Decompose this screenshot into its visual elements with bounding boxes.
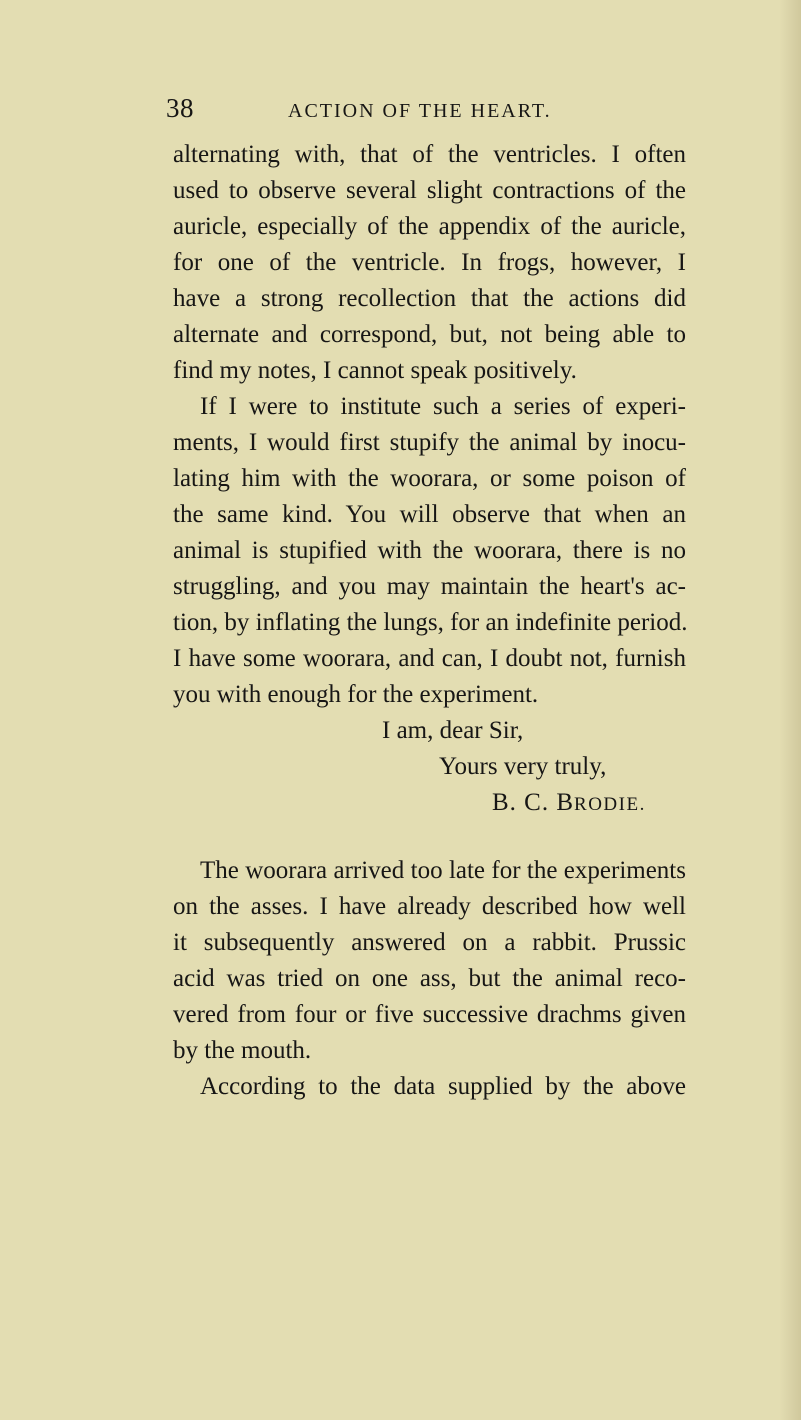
letter-valediction: Yours very truly,: [439, 753, 607, 780]
page-edge-shadow: [779, 0, 801, 1420]
text-line: have a strong recollection that the actions did: [173, 285, 686, 312]
text-line: vered from four or five successive drachms given: [173, 1001, 686, 1028]
text-line: The woorara arrived too late for the experiments: [200, 857, 686, 884]
text-line: find my notes, I cannot speak positively.: [173, 357, 577, 384]
text-line: According to the data supplied by the above: [200, 1073, 686, 1100]
letter-signature: [492, 788, 646, 820]
text-line: for one of the ventricle. In frogs, however, I: [173, 249, 686, 276]
text-line: by the mouth.: [173, 1037, 312, 1064]
text-line: tion, by inflating the lungs, for an indefinite period.: [173, 609, 688, 636]
signature-surname: RODIE.: [574, 794, 646, 815]
text-line: struggling, and you may maintain the heart's ac-: [173, 573, 686, 600]
text-line: alternate and correspond, but, not being able to: [173, 321, 686, 348]
text-line: used to observe several slight contractions of the: [173, 177, 686, 204]
text-line: acid was tried on one ass, but the animal reco-: [173, 965, 686, 992]
text-line: alternating with, that of the ventricles. I often: [173, 141, 686, 168]
text-line: on the asses. I have already described how well: [173, 893, 686, 920]
letter-closing: I am, dear Sir,: [382, 717, 524, 744]
text-line: animal is stupified with the woorara, there is no: [173, 537, 686, 564]
text-line: it subsequently answered on a rabbit. Prussic: [173, 929, 686, 956]
signature-initials: B. C. B: [492, 789, 575, 816]
text-line: I have some woorara, and can, I doubt not, furnish: [173, 645, 686, 672]
text-line: ments, I would first stupify the animal by inocu-: [173, 429, 686, 456]
page-number: 38: [166, 93, 194, 123]
text-line: auricle, especially of the appendix of the auricle,: [173, 213, 686, 240]
text-line: lating him with the woorara, or some poison of: [173, 465, 686, 492]
running-title: ACTION OF THE HEART.: [288, 100, 552, 122]
text-line: the same kind. You will observe that when an: [173, 501, 686, 528]
text-line: If I were to institute such a series of experi-: [200, 393, 686, 420]
text-line: you with enough for the experiment.: [173, 681, 539, 708]
